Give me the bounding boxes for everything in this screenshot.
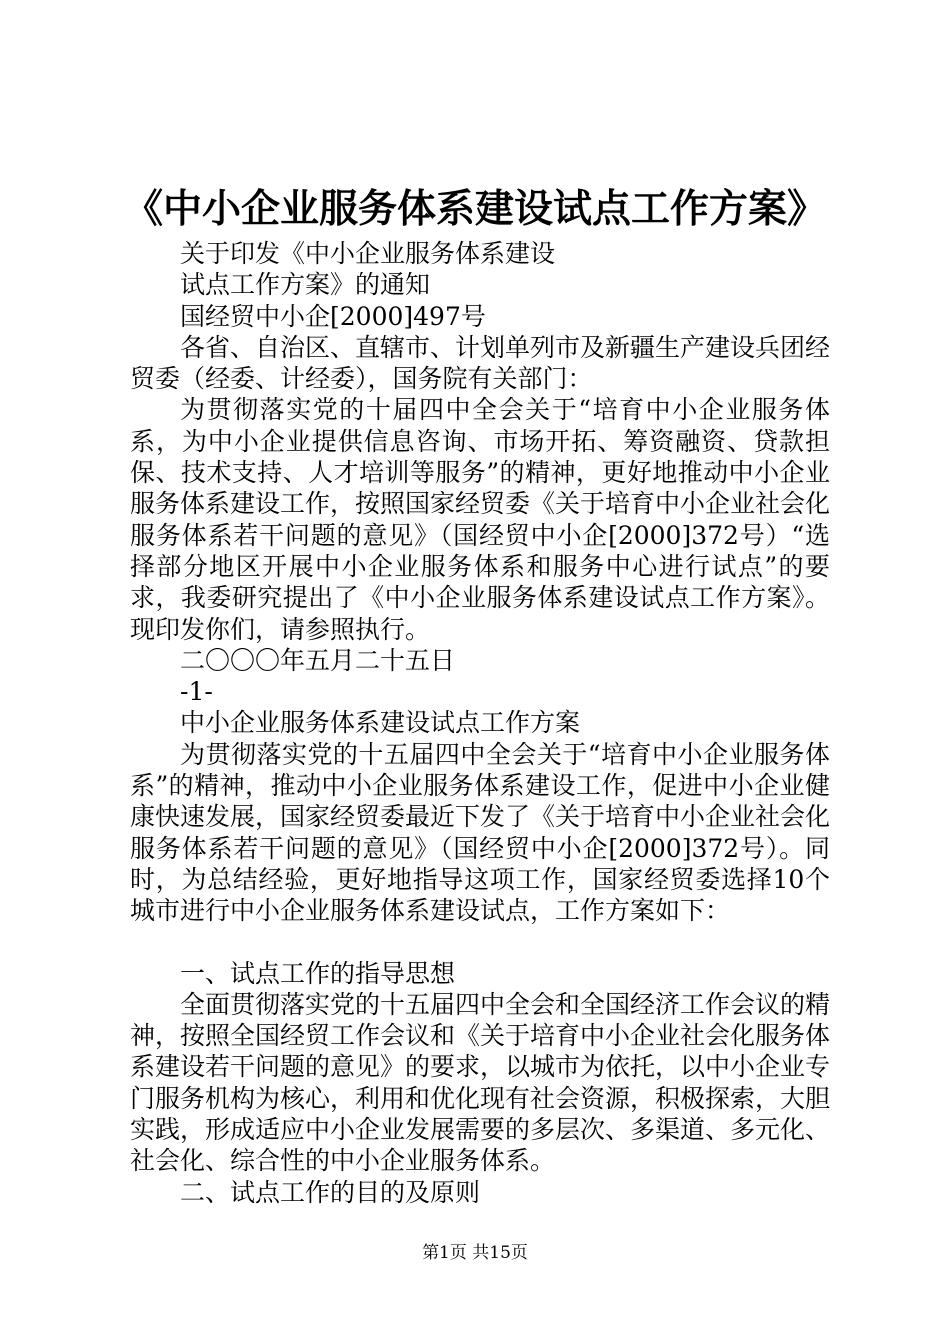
notice-heading-line2: 试点工作方案》的通知 bbox=[180, 270, 431, 300]
plan-title: 中小企业服务体系建设试点工作方案 bbox=[180, 708, 581, 738]
notice-body-paragraph: 为贯彻落实党的十届四中全会关于“培育中小企业服务体系，为中小企业提供信息咨询、市场开拓、筹资融资、贷款担保、技术支持、人才培训等服务”的精神，更好地推动中小企业服务体系建设工作，按照国家经贸委《关于培育中小企业社会化服务体系若干问题的意见》（国经贸中小企[2000]372号）“选择部分地区开展中小企业服务体系和服务中心进行试点”的要求，我委研究提出了《中小企业服务体系建设试点工作方案》。现印发你们，请参照执行。 bbox=[130, 395, 831, 644]
document-title: 《中小企业服务体系建设试点工作方案》 bbox=[123, 186, 826, 232]
plan-intro-paragraph: 为贯彻落实党的十五届四中全会关于“培育中小企业服务体系”的精神，推动中小企业服务体系建设工作，促进中小企业健康快速发展，国家经贸委最近下发了《关于培育中小企业社会化服务体系若干问题的意见》（国经贸中小企[2000]372号）。同时，为总结经验，更好地指导这项工作，国家经贸委选择10个城市进行中小企业服务体系建设试点，工作方案如下： bbox=[130, 739, 831, 926]
document-body bbox=[130, 238, 830, 1208]
notice-addressee: 各省、自治区、直辖市、计划单列市及新疆生产建设兵团经贸委（经委、计经委），国务院有关部门： bbox=[130, 332, 831, 394]
page-marker: -1- bbox=[180, 677, 213, 707]
section1-heading: 一、试点工作的指导思想 bbox=[180, 958, 456, 988]
page-footer: 第1页 共15页 bbox=[422, 1243, 528, 1263]
notice-date: 二〇〇〇年五月二十五日 bbox=[180, 645, 456, 675]
notice-doc-number: 国经贸中小企[2000]497号 bbox=[180, 301, 486, 331]
paragraph-gap bbox=[130, 927, 830, 958]
notice-heading-line1: 关于印发《中小企业服务体系建设 bbox=[180, 239, 556, 268]
section2-heading: 二、试点工作的目的及原则 bbox=[180, 1177, 481, 1207]
section1-paragraph: 全面贯彻落实党的十五届四中全会和全国经济工作会议的精神，按照全国经贸工作会议和《关于培育中小企业社会化服务体系建设若干问题的意见》的要求，以城市为依托，以中小企业专门服务机构为核心，利用和优化现有社会资源，积极探索，大胆实践，形成适应中小企业发展需要的多层次、多渠道、多元化、社会化、综合性的中小企业服务体系。 bbox=[130, 989, 831, 1176]
